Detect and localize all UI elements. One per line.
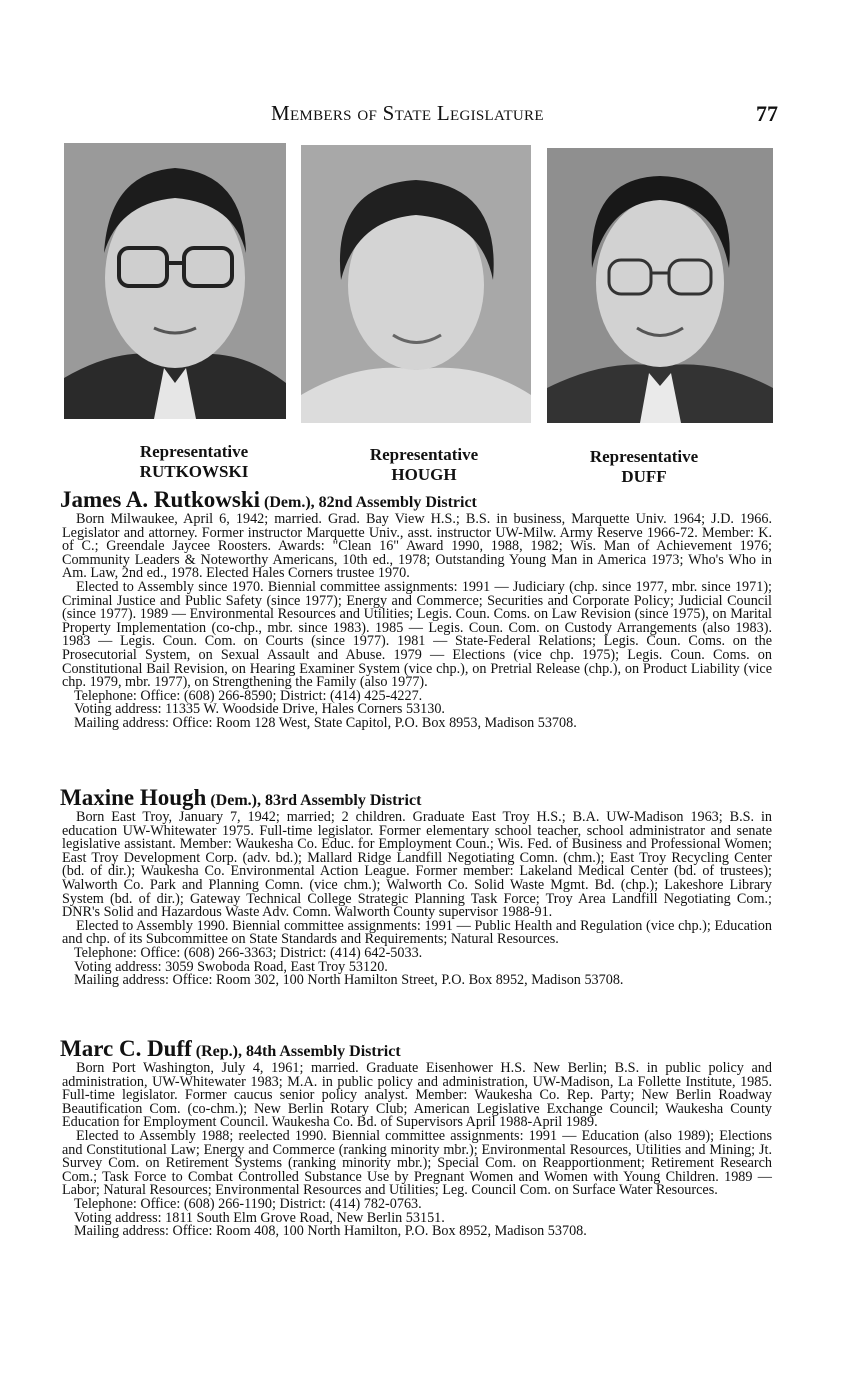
member-committees: Elected to Assembly 1988; reelected 1990. Biennial committee assignments: 1991 — Education (also 1989); Elections and Constitutional Law; Energy and Commerce (ranking minority mbr.); Environmental Resources, Utilities and Mining; Jt. Survey Com. on Retirement Systems (ranking minority mbr.); Special Com. on Reapportionment; Retirement Research Com.; Task Force to Combat Controlled Substance Use by Pregnant Women and Women with Young Children. 1989 — Labor; Natural Resources; Environmental Resources and Utilities; Leg. Council Com. on Surface Water Resources.: [62, 1127, 772, 1199]
member-committees: Elected to Assembly 1990. Biennial committee assignments: 1991 — Public Health and Regulation (vice chp.); Education and chp. of its Subcommittee on State Standards and Requirements; Natural Resources.: [62, 917, 772, 948]
member-affiliation: (Dem.), 83rd Assembly District: [210, 792, 422, 809]
caption-surname: DUFF: [621, 467, 667, 486]
member-name: Maxine Hough: [60, 785, 207, 810]
caption-rutkowski: [104, 442, 284, 482]
member-telephone: Telephone: Office: (608) 266-8590; District: (414) 425-4227.: [74, 687, 423, 704]
member-name: Marc C. Duff: [60, 1036, 192, 1061]
member-committees: Elected to Assembly since 1970. Biennial committee assignments: 1991 — Judiciary (chp. since 1977, mbr. since 1971); Criminal Justice and Public Safety (since 1977); Energy and Commerce; Securities and Corporate Policy; Judicial Council (since 1977). 1989 — Environmental Resources and Utilities; Legis. Coun. Coms. on Law Revision (since 1975), on Marital Property Implementation (co-chp., mbr. since 1983). 1985 — Legis. Coun. Com. on Custody Arrangements (also 1983). 1983 — Legis. Coun. Com. on Courts (since 1977). 1981 — State-Federal Relations; Legis. Coun. Coms. on the Prosecutorial System, on Sexual Assault and Abuse. 1979 — Elections (vice chp. 1975); Legis. Coun. Coms. on Constitutional Bail Revision, on Hearing Examiner System (vice chp.), on Pretrial Release (chp.), on Product Liability (vice chp. 1979, mbr. 1977), on Strengthening the Family (also 1977).: [62, 578, 772, 691]
page-header: [0, 101, 859, 131]
member-telephone: Telephone: Office: (608) 266-1190; District: (414) 782-0763.: [74, 1195, 422, 1212]
portrait-hough: [301, 145, 531, 423]
caption-role: Representative: [589, 447, 699, 466]
member-mailing-address: Mailing address: Office: Room 128 West, State Capitol, P.O. Box 8953, Madison 53708.: [74, 714, 577, 731]
member-voting-address: Voting address: 3059 Swoboda Road, East Troy 53120.: [74, 958, 388, 975]
caption-role: Representative: [369, 445, 479, 464]
member-mailing-address: Mailing address: Office: Room 408, 100 North Hamilton, P.O. Box 8952, Madison 53708.: [74, 1223, 587, 1240]
portrait-duff: [547, 148, 773, 423]
member-mailing-address: Mailing address: Office: Room 302, 100 North Hamilton Street, P.O. Box 8952, Madison 53708.: [74, 972, 624, 989]
member-affiliation: (Dem.), 82nd Assembly District: [264, 494, 477, 511]
member-voting-address: Voting address: 11335 W. Woodside Drive, Hales Corners 53130.: [74, 701, 445, 718]
caption-duff: [554, 447, 734, 487]
member-voting-address: Voting address: 1811 South Elm Grove Road, New Berlin 53151.: [74, 1209, 445, 1226]
running-title: Members of State Legislature: [271, 101, 544, 125]
member-bio: Born Milwaukee, April 6, 1942; married. Grad. Bay View H.S.; B.S. in business, Marquette Univ. 1964; J.D. 1966. Legislator and attorney. Former instructor Marquette Univ., asst. instructor UW-Milw. Army Reserve 1966-72. Member: K. of C.; Greendale Jaycee Roosters. Awards: "Clean 16" Award 1990, 1988, 1982; Wis. Man of Achievement 1976; Community Leaders & Noteworthy Americans, 10th ed., 1978; Outstanding Young Man in America 1973; Who's Who in Am. Law, 2nd ed., 1978. Elected Hales Corners trustee 1970.: [62, 511, 772, 582]
member-heading: [60, 487, 772, 513]
caption-surname: RUTKOWSKI: [139, 462, 249, 481]
member-heading: [60, 785, 772, 811]
caption-hough: [334, 445, 514, 485]
member-telephone: Telephone: Office: (608) 266-3363; District: (414) 642-5033.: [74, 944, 423, 961]
portrait-rutkowski: [64, 143, 286, 419]
member-affiliation: (Rep.), 84th Assembly District: [195, 1043, 401, 1060]
member-bio: Born East Troy, January 7, 1942; married; 2 children. Graduate East Troy H.S.; B.A. UW-Madison 1963; B.S. in education UW-Whitewater 1975. Full-time legislator. Former elementary school teacher, school administrator and senate legislative assistant. Member: Waukesha Co. Educ. for Employment Coun.; Wis. Fed. of Business and Professional Women; East Troy Development Corp. (adv. bd.); Mallard Ridge Landfill Negotiating Comn. (chm.); East Troy Recycling Center (bd. of dir.); Waukesha Co. Environmental Action League. Former member: Lakeland Medical Center (bd. of trustees); Walworth Co. Park and Planning Comn. (vice chm.); Walworth Co. Solid Waste Mgmt. Bd. (chp.); Lakeshore Library System (bd. of dir.); Gateway Technical College Strategic Planning Task Force; Troy Area Landfill Negotiating Com.; DNR's Solid and Hazardous Waste Adv. Comn. Walworth County supervisor 1988-91.: [62, 809, 772, 921]
caption-role: Representative: [139, 442, 249, 461]
member-entry-hough: [60, 785, 772, 989]
member-bio: Born Port Washington, July 4, 1961; married. Graduate Eisenhower H.S. New Berlin; B.S. in public policy and administration, UW-Whitewater 1983; M.A. in public policy and administration, UW-Madison, La Follette Institute, 1985. Full-time legislator. Former caucus senior policy analyst. Member: Waukesha Co. Rep. Party; New Berlin Roadway Beautification Com. (co-chm.); New Berlin Rotary Club; American Legislative Exchange Council; Waukesha County Education for Employment Council. Waukesha Co. Bd. of Supervisors April 1988-April 1989.: [62, 1060, 772, 1131]
caption-surname: HOUGH: [391, 465, 457, 484]
member-name: James A. Rutkowski: [60, 487, 261, 512]
member-entry-duff: [60, 1036, 772, 1240]
page-number: 77: [756, 101, 778, 126]
member-heading: [60, 1036, 772, 1062]
member-entry-rutkowski: [60, 487, 772, 731]
